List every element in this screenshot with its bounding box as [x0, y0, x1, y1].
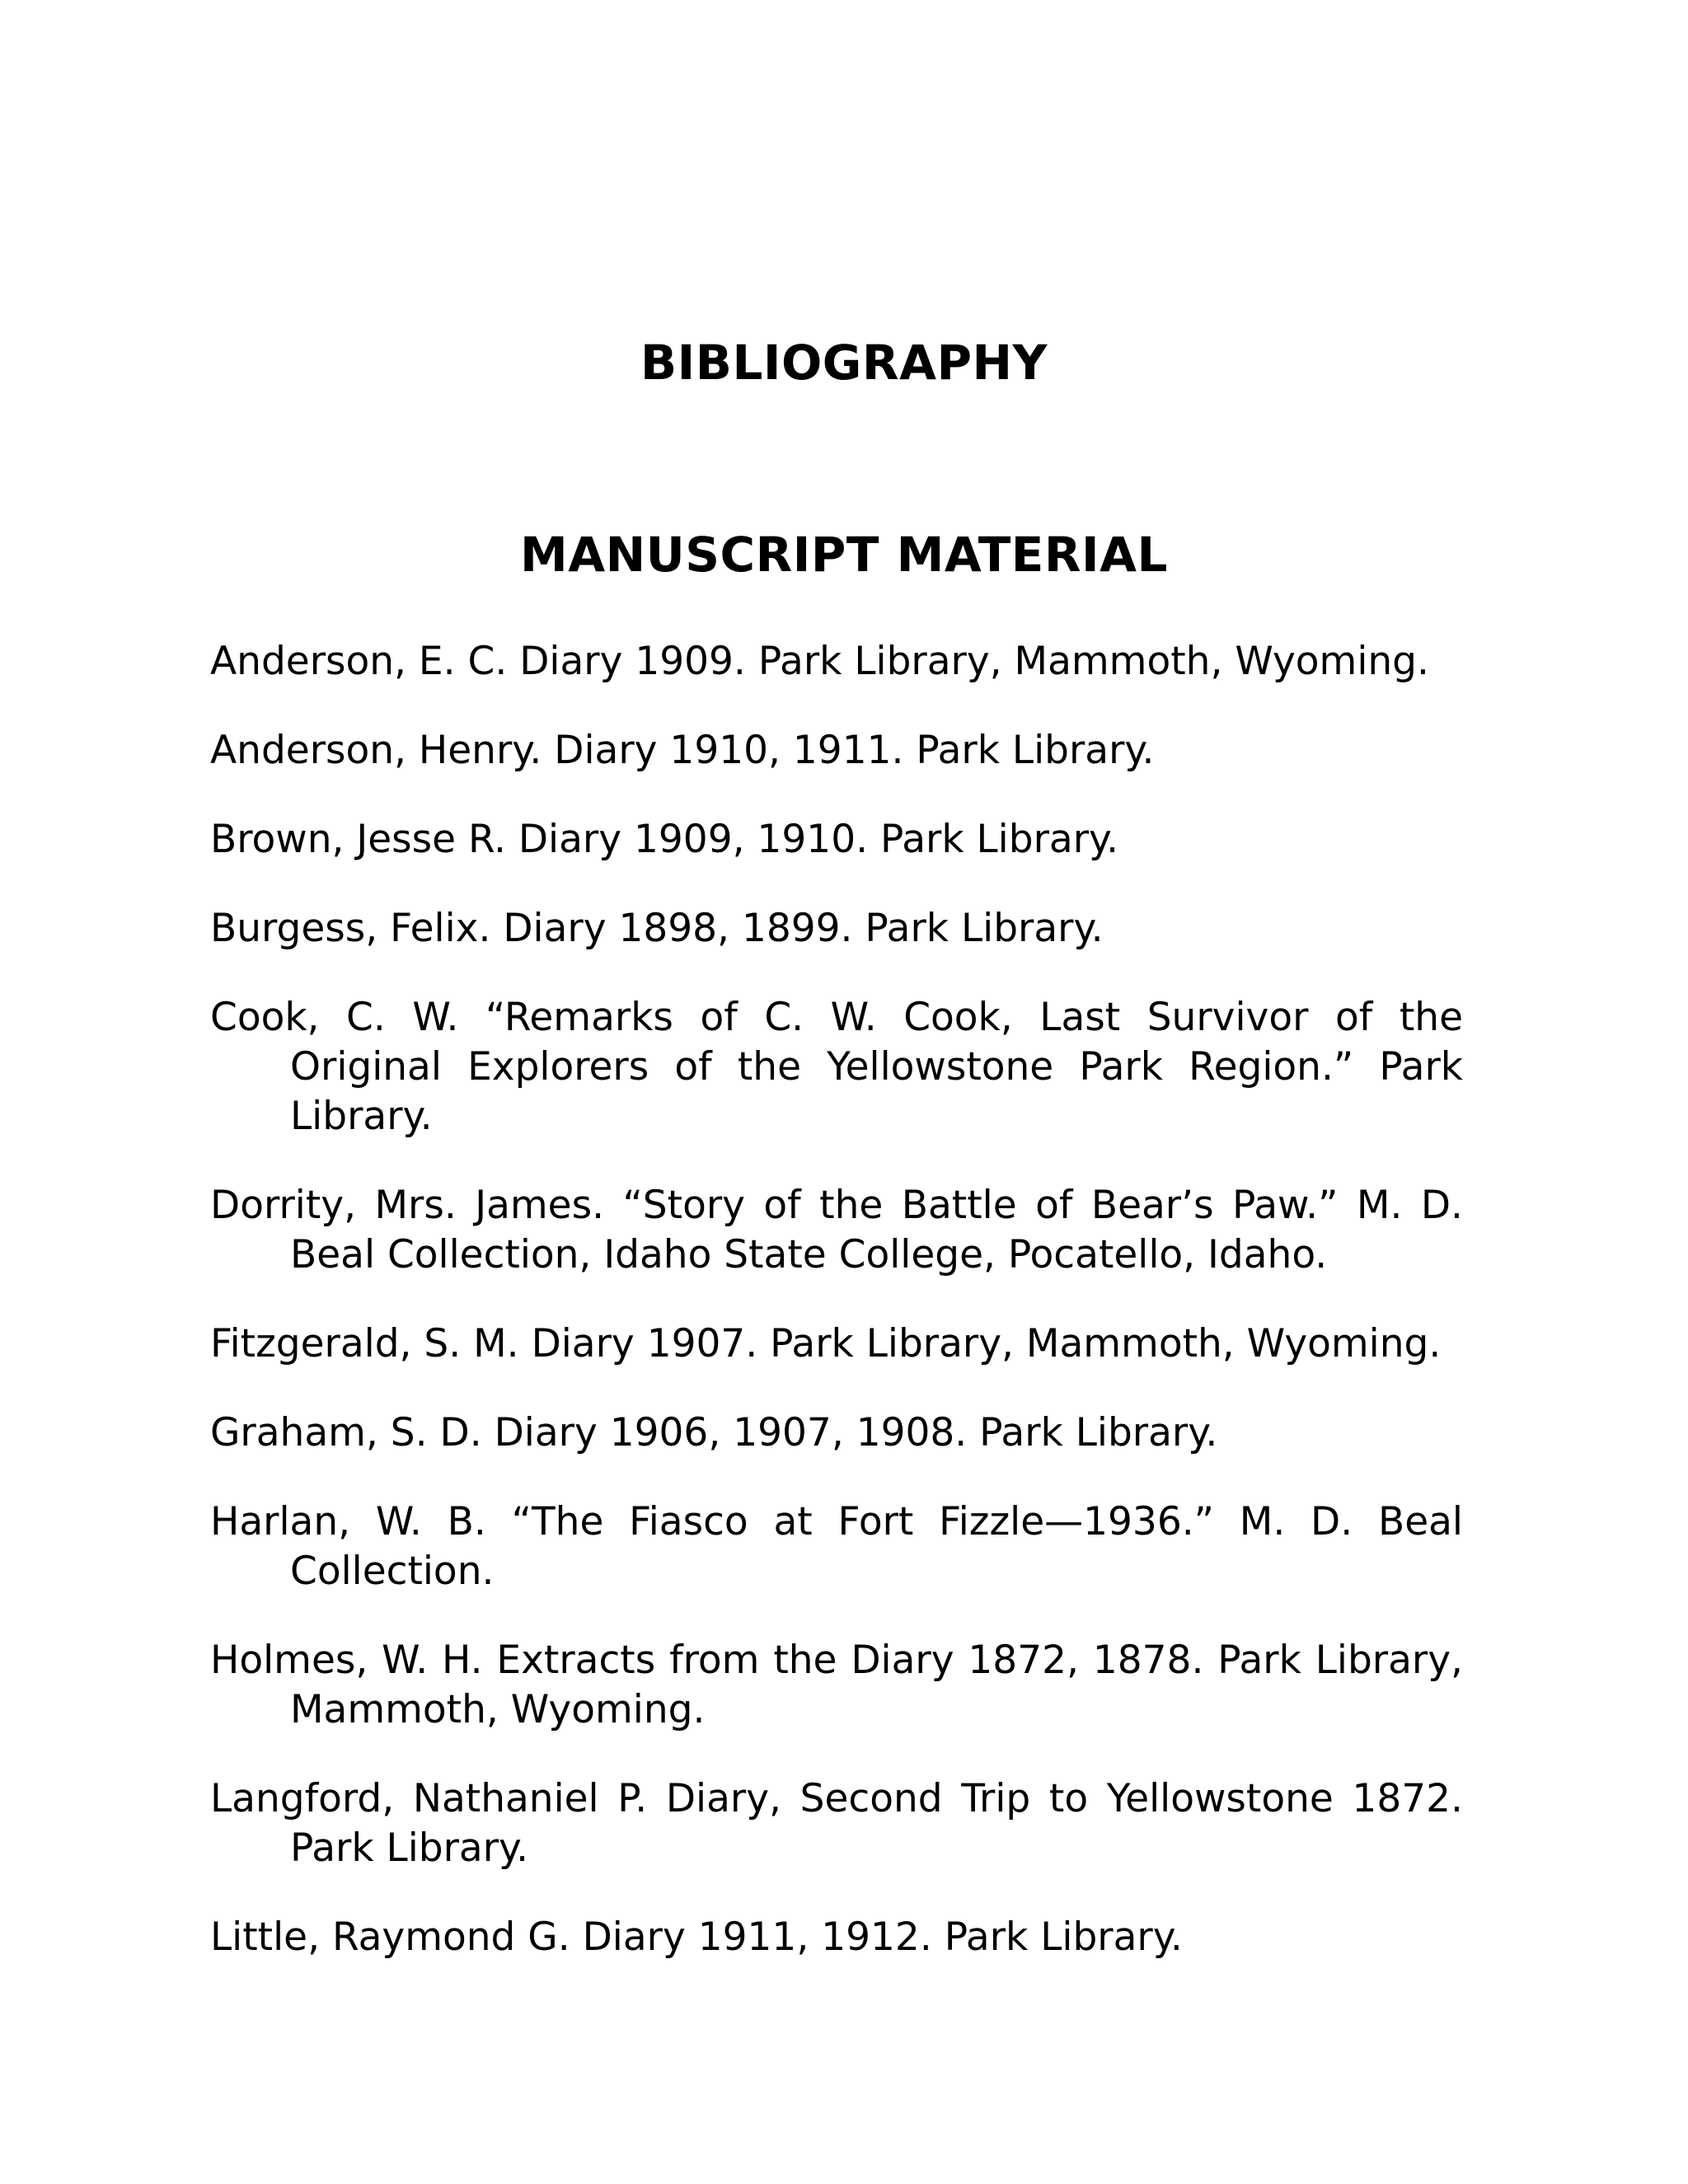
bibliography-list	[210, 637, 1463, 2002]
bibliography-entry: Anderson, E. C. Diary 1909. Park Library, Mammoth, Wyoming.	[210, 639, 1429, 684]
page-title: BIBLIOGRAPHY	[640, 335, 1048, 391]
bibliography-entry: Graham, S. D. Diary 1906, 1907, 1908. Park Library.	[210, 1410, 1218, 1455]
bibliography-entry: Burgess, Felix. Diary 1898, 1899. Park Library.	[210, 906, 1104, 951]
bibliography-entry: Fitzgerald, S. M. Diary 1907. Park Library, Mammoth, Wyoming.	[210, 1321, 1442, 1366]
bibliography-entry: Brown, Jesse R. Diary 1909, 1910. Park Library.	[210, 817, 1119, 862]
bibliography-entry: Harlan, W. B. “The Fiasco at Fort Fizzle—1936.” M. D. Beal Collection.	[210, 1499, 1463, 1594]
bibliography-entry: Dorrity, Mrs. James. “Story of the Battle of Bear’s Paw.” M. D. Beal Collection, Idaho State College, Pocatello, Idaho.	[210, 1183, 1463, 1277]
bibliography-entry: Little, Raymond G. Diary 1911, 1912. Park Library.	[210, 1915, 1183, 1960]
bibliography-entry: Langford, Nathaniel P. Diary, Second Trip to Yellowstone 1872. Park Library.	[210, 1776, 1463, 1871]
bibliography-entry: Cook, C. W. “Remarks of C. W. Cook, Last Survivor of the Original Explorers of the Yellowstone Park Region.” Park Library.	[210, 995, 1463, 1139]
bibliography-entry: Anderson, Henry. Diary 1910, 1911. Park Library.	[210, 728, 1155, 773]
section-heading: MANUSCRIPT MATERIAL	[520, 527, 1168, 583]
bibliography-entry: Holmes, W. H. Extracts from the Diary 1872, 1878. Park Library, Mammoth, Wyoming.	[210, 1638, 1463, 1732]
